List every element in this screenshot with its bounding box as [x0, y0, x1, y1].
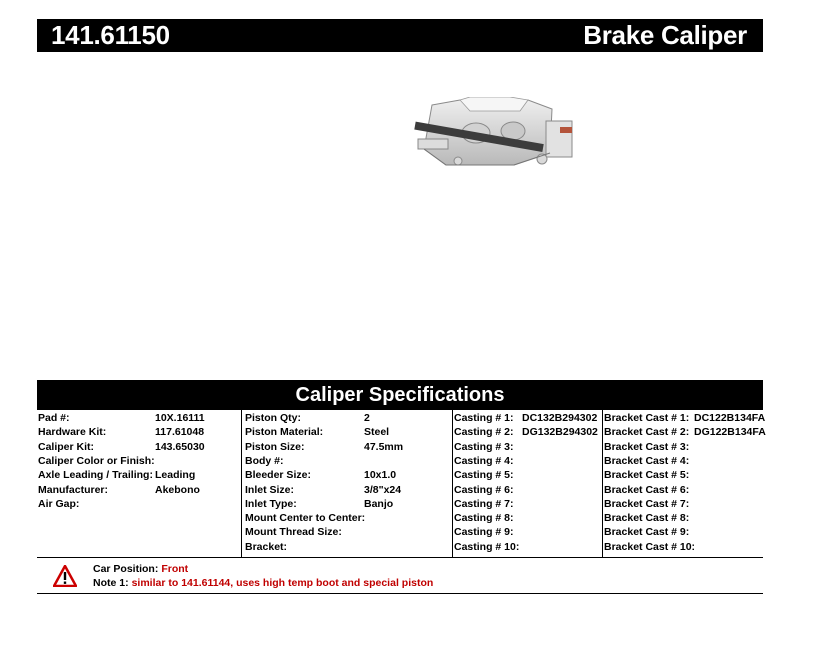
car-position-line [93, 563, 188, 575]
spec-row [242, 497, 452, 511]
spec-row [242, 525, 452, 539]
spec-value: DG132B294302 [522, 426, 598, 439]
spec-label: Inlet Type: [245, 497, 297, 510]
spec-label: Casting # 8: [454, 512, 514, 525]
specifications-header [37, 380, 763, 410]
spec-label: Bracket Cast # 1: [604, 412, 690, 424]
spec-label: Air Gap: [38, 497, 80, 510]
spec-row [452, 425, 602, 439]
spec-value: DG122B134FA [694, 426, 766, 439]
spec-row [602, 411, 766, 425]
spec-row [452, 483, 602, 497]
spec-value: 47.5mm [364, 440, 404, 453]
spec-label: Bracket Cast # 9: [604, 526, 690, 539]
note-1-line [93, 577, 433, 589]
spec-row [37, 411, 241, 425]
note-1-value: similar to 141.61144, uses high temp boot and special piston [131, 577, 434, 589]
spec-row [37, 454, 241, 468]
spec-label: Body #: [245, 454, 284, 467]
spec-row [602, 454, 763, 468]
spec-row [37, 483, 241, 497]
spec-label: Axle Leading / Trailing: [38, 469, 153, 482]
notes-section [37, 560, 763, 592]
spec-row [602, 525, 763, 539]
spec-label: Casting # 6: [454, 483, 514, 496]
spec-row [602, 540, 763, 554]
spec-value: 2 [364, 412, 370, 424]
spec-value: Banjo [364, 497, 394, 510]
spec-label: Piston Size: [245, 440, 305, 453]
bottom-divider [37, 593, 763, 594]
spec-row [37, 497, 241, 511]
spec-value: Leading [155, 469, 196, 482]
spec-value: 143.65030 [155, 440, 205, 453]
spec-value: 10X.16111 [155, 412, 205, 424]
spec-label: Casting # 4: [454, 454, 514, 467]
spec-row [452, 525, 602, 539]
spec-row [242, 540, 452, 554]
spec-row [602, 483, 763, 497]
spec-label: Casting # 9: [454, 526, 514, 539]
spec-row [602, 497, 763, 511]
spec-label: Caliper Kit: [38, 440, 95, 453]
spec-row [452, 468, 602, 482]
spec-row [602, 440, 763, 454]
spec-label: Piston Qty: [245, 412, 302, 424]
brake-caliper-image [410, 97, 578, 185]
spec-label: Casting # 10: [454, 540, 520, 553]
spec-value: 117.61048 [155, 426, 205, 439]
spec-row [242, 425, 452, 439]
spec-value: DC122B134FA [694, 412, 766, 424]
spec-row [242, 411, 452, 425]
spec-label: Bracket Cast # 6: [604, 483, 690, 496]
title-bar [37, 19, 763, 52]
spec-row [602, 425, 766, 439]
specifications-table [37, 410, 766, 558]
spec-label: Mount Thread Size: [245, 526, 342, 539]
spec-row [452, 540, 602, 554]
spec-label: Inlet Size: [245, 483, 295, 496]
spec-value: 10x1.0 [364, 469, 397, 482]
spec-label: Caliper Color or Finish: [38, 454, 155, 467]
warning-triangle-icon [53, 565, 77, 587]
spec-column-general [37, 410, 241, 557]
car-position-value: Front [161, 563, 189, 575]
car-position-label: Car Position: [93, 563, 159, 575]
spec-row [452, 497, 602, 511]
spec-column-piston [241, 410, 453, 557]
part-number: 141.61150 [51, 20, 170, 50]
spec-label: Bracket Cast # 4: [604, 454, 690, 467]
spec-row [452, 454, 602, 468]
spec-row [37, 425, 241, 439]
spec-row [37, 468, 241, 482]
spec-label: Bracket Cast # 7: [604, 497, 690, 510]
spec-value: Steel [364, 426, 390, 439]
spec-row [242, 454, 452, 468]
spec-row [602, 511, 763, 525]
spec-label: Pad #: [38, 412, 70, 424]
spec-label: Casting # 5: [454, 469, 514, 482]
spec-row [602, 468, 763, 482]
spec-value: 3/8"x24 [364, 483, 402, 496]
spec-label: Casting # 3: [454, 440, 514, 453]
spec-label: Mount Center to Center: [245, 512, 366, 525]
spec-value: DC132B294302 [522, 412, 598, 424]
spec-label: Bracket: [245, 540, 288, 553]
spec-label: Piston Material: [245, 426, 324, 439]
spec-label: Casting # 1: [454, 412, 514, 424]
spec-row [37, 440, 241, 454]
spec-label: Bleeder Size: [245, 469, 311, 482]
spec-column-bracket-cast [602, 410, 766, 557]
product-type: Brake Caliper [583, 20, 747, 50]
spec-row [242, 440, 452, 454]
spec-label: Bracket Cast # 10: [604, 540, 696, 553]
specifications-title: Caliper Specifications [295, 383, 505, 406]
spec-label: Bracket Cast # 3: [604, 440, 690, 453]
spec-label: Bracket Cast # 8: [604, 512, 690, 525]
spec-value: Akebono [155, 483, 200, 496]
spec-row [242, 483, 452, 497]
spec-label: Manufacturer: [38, 483, 109, 496]
spec-row [452, 511, 602, 525]
spec-row [242, 511, 452, 525]
spec-row [242, 468, 452, 482]
spec-label: Casting # 7: [454, 497, 514, 510]
spec-label: Hardware Kit: [38, 426, 107, 439]
spec-label: Bracket Cast # 5: [604, 469, 690, 482]
note-1-label: Note 1: [93, 577, 129, 589]
spec-column-casting [452, 410, 603, 557]
spec-label: Bracket Cast # 2: [604, 426, 690, 439]
spec-row [452, 411, 602, 425]
spec-label: Casting # 2: [454, 426, 514, 439]
spec-row [452, 440, 602, 454]
